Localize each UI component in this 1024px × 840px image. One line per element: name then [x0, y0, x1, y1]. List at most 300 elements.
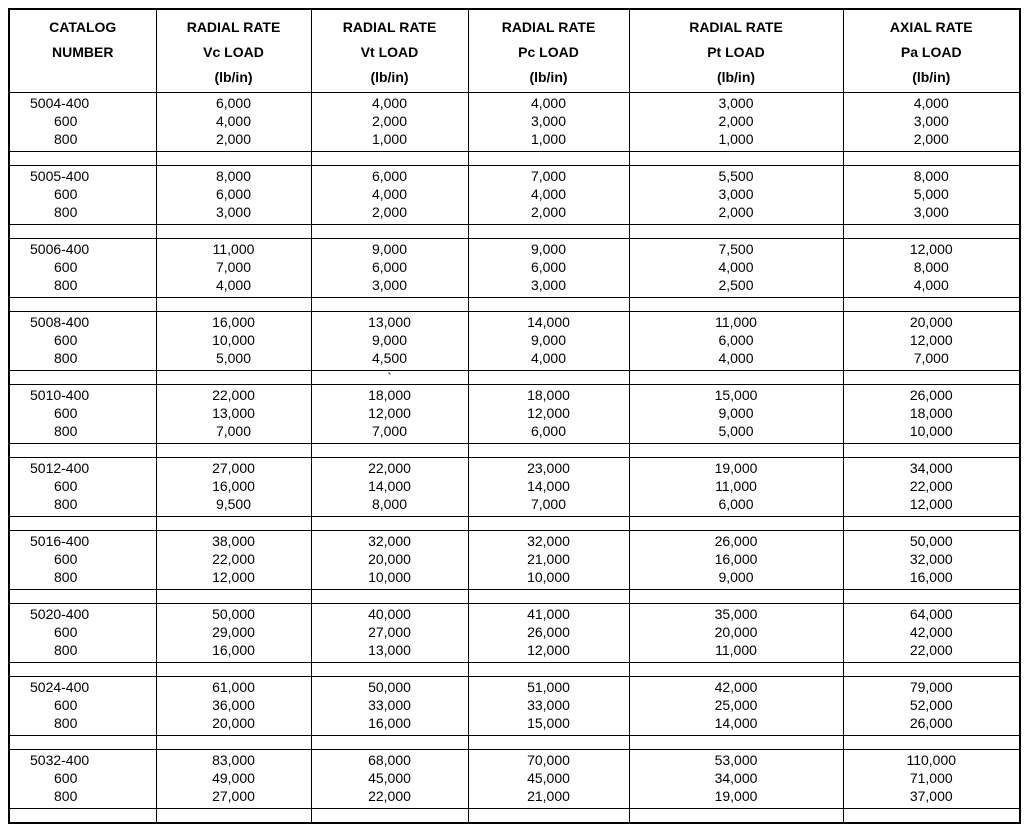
rate-value: 4,000	[718, 259, 754, 275]
rate-value: 26,000	[909, 715, 953, 731]
header-line-1: RADIAL RATE	[342, 19, 437, 35]
rate-value: 26,000	[714, 533, 758, 549]
rate-cell-vt	[311, 677, 468, 736]
rate-value: 35,000	[714, 606, 758, 622]
rate-value: 50,000	[368, 679, 411, 695]
rate-value: 23,000	[527, 460, 570, 476]
rate-cell-pc	[468, 677, 629, 736]
table-group-row	[9, 93, 1020, 152]
rate-cell-pt	[629, 385, 843, 444]
rate-cell-pt	[629, 604, 843, 663]
header-line-3: (lb/in)	[214, 69, 253, 85]
rate-value: 33,000	[368, 697, 411, 713]
rate-value: 10,000	[368, 569, 411, 585]
rate-cell-pc	[468, 604, 629, 663]
rate-value: 4,000	[718, 350, 754, 366]
catalog-cell	[9, 312, 156, 371]
rate-value: 15,000	[527, 715, 570, 731]
rate-cell-vc	[156, 385, 311, 444]
rate-cell-pt	[629, 677, 843, 736]
catalog-cell	[9, 458, 156, 517]
rate-value: 11,000	[715, 478, 757, 494]
rate-cell-vt	[311, 166, 468, 225]
rate-value: 68,000	[368, 752, 411, 768]
header-line-2: Vc LOAD	[203, 44, 264, 60]
rate-value: 2,000	[718, 204, 754, 220]
rate-value: 45,000	[527, 770, 570, 786]
header-axial-rate-pa	[843, 9, 1020, 93]
table-group-row	[9, 750, 1020, 809]
rate-value: 79,000	[909, 679, 953, 695]
rate-value: 50,000	[212, 606, 255, 622]
rate-value: 11,000	[715, 642, 757, 658]
catalog-cell	[9, 677, 156, 736]
rate-cell-pc	[468, 312, 629, 371]
rate-value: 7,000	[215, 423, 252, 439]
catalog-cell	[9, 750, 156, 809]
rate-value: 14,000	[527, 478, 570, 494]
rate-value: 3,000	[215, 204, 252, 220]
rate-cell-vt	[311, 531, 468, 590]
catalog-cell	[9, 385, 156, 444]
header-line-2: Vt LOAD	[360, 44, 419, 60]
catalog-number: 600	[54, 697, 78, 713]
rate-cell-vc	[156, 677, 311, 736]
rate-cell-pt	[629, 458, 843, 517]
header-line-3: (lb/in)	[716, 69, 756, 85]
rate-value: 2,000	[215, 131, 252, 147]
rate-value: 32,000	[909, 551, 953, 567]
rate-cell-vc	[156, 750, 311, 809]
spacer-cell	[468, 444, 629, 458]
rate-cell-pt	[629, 239, 843, 298]
rate-value: 34,000	[909, 460, 953, 476]
spacer-cell	[311, 736, 468, 750]
rate-value: 2,000	[371, 204, 408, 220]
rate-value: 3,000	[718, 95, 754, 111]
rate-value: 12,000	[527, 405, 570, 421]
rate-value: 2,000	[718, 113, 754, 129]
rate-value: 10,000	[527, 569, 570, 585]
spacer-cell	[629, 736, 843, 750]
rate-cell-vt	[311, 385, 468, 444]
spacer-cell	[843, 517, 1020, 531]
rate-cell-vt	[311, 312, 468, 371]
rate-value: 32,000	[527, 533, 570, 549]
spacer-cell	[629, 444, 843, 458]
rate-cell-pc	[468, 458, 629, 517]
spacer-cell	[311, 590, 468, 604]
rate-value: 38,000	[212, 533, 255, 549]
rate-value: 4,000	[530, 95, 567, 111]
rate-value: 34,000	[714, 770, 758, 786]
spacer-cell	[156, 517, 311, 531]
rate-value: 22,000	[909, 478, 953, 494]
table-group-row	[9, 677, 1020, 736]
spacer-cell	[629, 809, 843, 824]
rate-value: 14,000	[714, 715, 758, 731]
spacer-cell	[468, 590, 629, 604]
spacer-cell	[468, 225, 629, 239]
spacer-cell	[9, 663, 156, 677]
spacer-cell	[9, 371, 156, 385]
table-group-row	[9, 166, 1020, 225]
rate-value: 7,000	[215, 259, 252, 275]
header-line-2: Pa LOAD	[900, 44, 962, 60]
rate-value: 11,000	[212, 241, 255, 257]
catalog-number: 5032-400	[30, 752, 90, 768]
rate-value: 27,000	[212, 460, 255, 476]
catalog-number: 5006-400	[30, 241, 90, 257]
rate-value: 25,000	[714, 697, 758, 713]
rate-value: 9,000	[371, 332, 408, 348]
rate-value: 2,000	[371, 113, 408, 129]
spacer-cell	[311, 663, 468, 677]
rate-cell-pa	[843, 385, 1020, 444]
rate-value: 7,000	[530, 168, 567, 184]
catalog-number: 600	[54, 259, 78, 275]
header-row	[9, 9, 1020, 93]
rate-value: 3,000	[718, 186, 754, 202]
rate-value: 2,000	[913, 131, 949, 147]
header-line-1: AXIAL RATE	[889, 19, 973, 35]
rate-cell-pc	[468, 531, 629, 590]
spacer-cell: `	[311, 371, 468, 385]
rate-cell-vc	[156, 239, 311, 298]
rate-value: 2,000	[530, 204, 567, 220]
rate-value: 16,000	[368, 715, 411, 731]
catalog-number: 5005-400	[30, 168, 90, 184]
rate-cell-vt	[311, 458, 468, 517]
spacer-cell	[843, 590, 1020, 604]
spacer-cell	[468, 809, 629, 824]
spacer-cell	[156, 736, 311, 750]
rate-value: 42,000	[714, 679, 758, 695]
rate-value: 5,500	[718, 168, 754, 184]
rate-value: 20,000	[212, 715, 255, 731]
spacer-cell	[9, 444, 156, 458]
rate-cell-pa	[843, 458, 1020, 517]
rate-value: 5,000	[215, 350, 252, 366]
rate-cell-pa	[843, 239, 1020, 298]
rate-value: 9,500	[215, 496, 252, 512]
header-catalog-number	[9, 9, 156, 93]
rate-cell-vt	[311, 750, 468, 809]
rate-value: 4,000	[371, 186, 408, 202]
spacer-cell	[468, 663, 629, 677]
rate-value: 4,000	[215, 113, 252, 129]
header-line-3: (lb/in)	[370, 69, 409, 85]
spacer-cell	[843, 809, 1020, 824]
spacer-cell	[629, 152, 843, 166]
spacer-row	[9, 590, 1020, 604]
rate-value: 4,000	[215, 277, 252, 293]
rate-value: 53,000	[714, 752, 758, 768]
spacer-cell	[629, 225, 843, 239]
catalog-cell	[9, 239, 156, 298]
spacer-cell	[311, 298, 468, 312]
spacer-cell	[468, 517, 629, 531]
rate-value: 16,000	[909, 569, 953, 585]
spacer-row	[9, 152, 1020, 166]
table-group-row	[9, 312, 1020, 371]
rate-cell-vt	[311, 239, 468, 298]
header-line-1: RADIAL RATE	[186, 19, 281, 35]
rate-value: 6,000	[371, 259, 408, 275]
rate-value: 70,000	[527, 752, 570, 768]
rate-value: 45,000	[368, 770, 411, 786]
spacer-cell	[843, 298, 1020, 312]
catalog-cell	[9, 93, 156, 152]
catalog-number: 5010-400	[30, 387, 90, 403]
spacer-cell	[311, 152, 468, 166]
rate-value: 110,000	[906, 752, 957, 768]
rate-value: 22,000	[909, 642, 953, 658]
header-line-2: Pc LOAD	[518, 44, 579, 60]
catalog-number: 800	[54, 642, 78, 658]
spacer-row	[9, 809, 1020, 824]
rate-value: 33,000	[527, 697, 570, 713]
catalog-number: 800	[54, 350, 78, 366]
header-radial-rate-vc	[156, 9, 311, 93]
rate-value: 19,000	[714, 460, 758, 476]
rate-value: 6,000	[718, 496, 754, 512]
rate-cell-vc	[156, 166, 311, 225]
spacer-row	[9, 444, 1020, 458]
header-line-3	[10, 65, 156, 90]
catalog-number: 5024-400	[30, 679, 90, 695]
spacer-row	[9, 736, 1020, 750]
load-rating-table	[8, 8, 1021, 824]
catalog-number: 600	[54, 478, 78, 494]
spacer-cell	[843, 152, 1020, 166]
spacer-cell	[468, 736, 629, 750]
rate-value: 8,000	[215, 168, 252, 184]
spacer-cell	[156, 298, 311, 312]
rate-value: 7,000	[371, 423, 408, 439]
rate-value: 9,000	[371, 241, 408, 257]
rate-value: 9,000	[530, 241, 567, 257]
rate-cell-pa	[843, 312, 1020, 371]
rate-value: 8,000	[913, 259, 949, 275]
rate-cell-vc	[156, 604, 311, 663]
rate-value: 16,000	[212, 314, 255, 330]
spacer-cell	[156, 809, 311, 824]
table-group-row	[9, 458, 1020, 517]
rate-value: 4,000	[371, 95, 408, 111]
rate-value: 7,000	[530, 496, 567, 512]
rate-value: 10,000	[909, 423, 953, 439]
spacer-cell	[9, 152, 156, 166]
table-group-row	[9, 531, 1020, 590]
rate-value: 14,000	[368, 478, 411, 494]
table-group-row	[9, 385, 1020, 444]
rate-value: 3,000	[913, 204, 949, 220]
spacer-cell	[629, 663, 843, 677]
rate-value: 4,000	[913, 277, 949, 293]
spacer-cell	[843, 444, 1020, 458]
spacer-cell	[468, 152, 629, 166]
header-radial-rate-vt	[311, 9, 468, 93]
spacer-cell	[9, 590, 156, 604]
rate-cell-pt	[629, 312, 843, 371]
rate-value: 9,000	[718, 569, 754, 585]
rate-value: 3,000	[530, 113, 567, 129]
spacer-cell	[156, 590, 311, 604]
rate-cell-pa	[843, 677, 1020, 736]
header-line-2: Pt LOAD	[707, 44, 765, 60]
header-line-1: CATALOG	[49, 19, 117, 35]
catalog-number: 5016-400	[30, 533, 90, 549]
rate-value: 16,000	[212, 642, 255, 658]
rate-value: 15,000	[714, 387, 758, 403]
table-group-row	[9, 604, 1020, 663]
rate-cell-pc	[468, 750, 629, 809]
rate-cell-pa	[843, 531, 1020, 590]
rate-value: 6,000	[530, 259, 567, 275]
rate-value: 19,000	[714, 788, 758, 804]
catalog-number: 600	[54, 551, 78, 567]
rate-cell-pt	[629, 93, 843, 152]
spacer-cell	[843, 371, 1020, 385]
spacer-cell	[9, 298, 156, 312]
spacer-cell	[156, 663, 311, 677]
rate-value: 42,000	[909, 624, 953, 640]
spacer-cell	[629, 371, 843, 385]
rate-value: 3,000	[530, 277, 567, 293]
rate-value: 8,000	[913, 168, 949, 184]
rate-value: 18,000	[909, 405, 953, 421]
spacer-cell	[311, 809, 468, 824]
rate-value: 51,000	[527, 679, 570, 695]
rate-value: 12,000	[212, 569, 255, 585]
catalog-number: 600	[54, 332, 78, 348]
rate-value: 11,000	[715, 314, 757, 330]
rate-value: 21,000	[527, 551, 570, 567]
rate-value: 3,000	[913, 113, 949, 129]
rate-cell-pc	[468, 385, 629, 444]
catalog-number: 600	[54, 624, 78, 640]
rate-value: 6,000	[718, 332, 754, 348]
rate-value: 1,000	[371, 131, 408, 147]
catalog-cell	[9, 531, 156, 590]
catalog-number: 600	[54, 113, 78, 129]
rate-value: 10,000	[212, 332, 255, 348]
rate-value: 5,000	[913, 186, 949, 202]
rate-cell-vc	[156, 93, 311, 152]
catalog-cell	[9, 604, 156, 663]
spacer-cell	[843, 663, 1020, 677]
rate-cell-pc	[468, 93, 629, 152]
rate-value: 71,000	[909, 770, 953, 786]
catalog-number: 800	[54, 423, 78, 439]
spacer-cell	[9, 225, 156, 239]
spacer-cell	[9, 517, 156, 531]
spacer-cell	[156, 152, 311, 166]
catalog-number: 600	[54, 186, 78, 202]
rate-value: 26,000	[909, 387, 953, 403]
rate-value: 61,000	[212, 679, 255, 695]
rate-cell-vt	[311, 93, 468, 152]
header-line-1: RADIAL RATE	[689, 19, 783, 35]
catalog-number: 5008-400	[30, 314, 90, 330]
spacer-cell	[9, 736, 156, 750]
rate-value: 12,000	[909, 496, 953, 512]
table-body	[9, 93, 1020, 824]
catalog-number: 800	[54, 788, 78, 804]
catalog-number: 5004-400	[30, 95, 90, 111]
rate-value: 2,500	[718, 277, 754, 293]
rate-cell-vt	[311, 604, 468, 663]
rate-value: 13,000	[368, 314, 411, 330]
catalog-number: 800	[54, 569, 78, 585]
spacer-cell	[156, 444, 311, 458]
spacer-cell	[9, 809, 156, 824]
rate-cell-pt	[629, 750, 843, 809]
spacer-row	[9, 298, 1020, 312]
rate-cell-pt	[629, 531, 843, 590]
catalog-number: 5012-400	[30, 460, 90, 476]
rate-value: 27,000	[212, 788, 255, 804]
spacer-row	[9, 517, 1020, 531]
spacer-cell	[468, 298, 629, 312]
rate-value: 12,000	[909, 241, 953, 257]
rate-value: 4,500	[371, 350, 408, 366]
catalog-number: 600	[54, 405, 78, 421]
rate-value: 36,000	[212, 697, 255, 713]
rate-cell-pa	[843, 604, 1020, 663]
rate-value: 6,000	[371, 168, 408, 184]
catalog-number: 800	[54, 496, 78, 512]
catalog-number: 800	[54, 277, 78, 293]
rate-value: 13,000	[212, 405, 255, 421]
rate-value: 6,000	[215, 95, 252, 111]
rate-value: 9,000	[530, 332, 567, 348]
rate-value: 7,500	[718, 241, 754, 257]
rate-value: 16,000	[212, 478, 255, 494]
spacer-cell	[311, 517, 468, 531]
rate-value: 22,000	[368, 460, 411, 476]
catalog-number: 800	[54, 715, 78, 731]
rate-value: 4,000	[530, 350, 567, 366]
rate-cell-pa	[843, 750, 1020, 809]
rate-value: 26,000	[527, 624, 570, 640]
spacer-cell	[843, 225, 1020, 239]
rate-value: 21,000	[527, 788, 570, 804]
rate-value: 27,000	[368, 624, 411, 640]
header-radial-rate-pt	[629, 9, 843, 93]
rate-value: 20,000	[368, 551, 411, 567]
catalog-number: 800	[54, 204, 78, 220]
rate-value: 14,000	[527, 314, 570, 330]
rate-value: 41,000	[527, 606, 570, 622]
spacer-cell	[311, 444, 468, 458]
catalog-number: 800	[54, 131, 78, 147]
rate-value: 9,000	[718, 405, 754, 421]
rate-value: 6,000	[530, 423, 567, 439]
spacer-cell	[156, 371, 311, 385]
spacer-cell	[629, 590, 843, 604]
rate-value: 29,000	[212, 624, 255, 640]
rate-value: 20,000	[909, 314, 953, 330]
rate-value: 12,000	[909, 332, 953, 348]
rate-value: 52,000	[909, 697, 953, 713]
spacer-cell	[629, 298, 843, 312]
rate-value: 32,000	[368, 533, 411, 549]
rate-value: 40,000	[368, 606, 411, 622]
rate-value: 22,000	[212, 387, 255, 403]
rate-value: 16,000	[714, 551, 758, 567]
